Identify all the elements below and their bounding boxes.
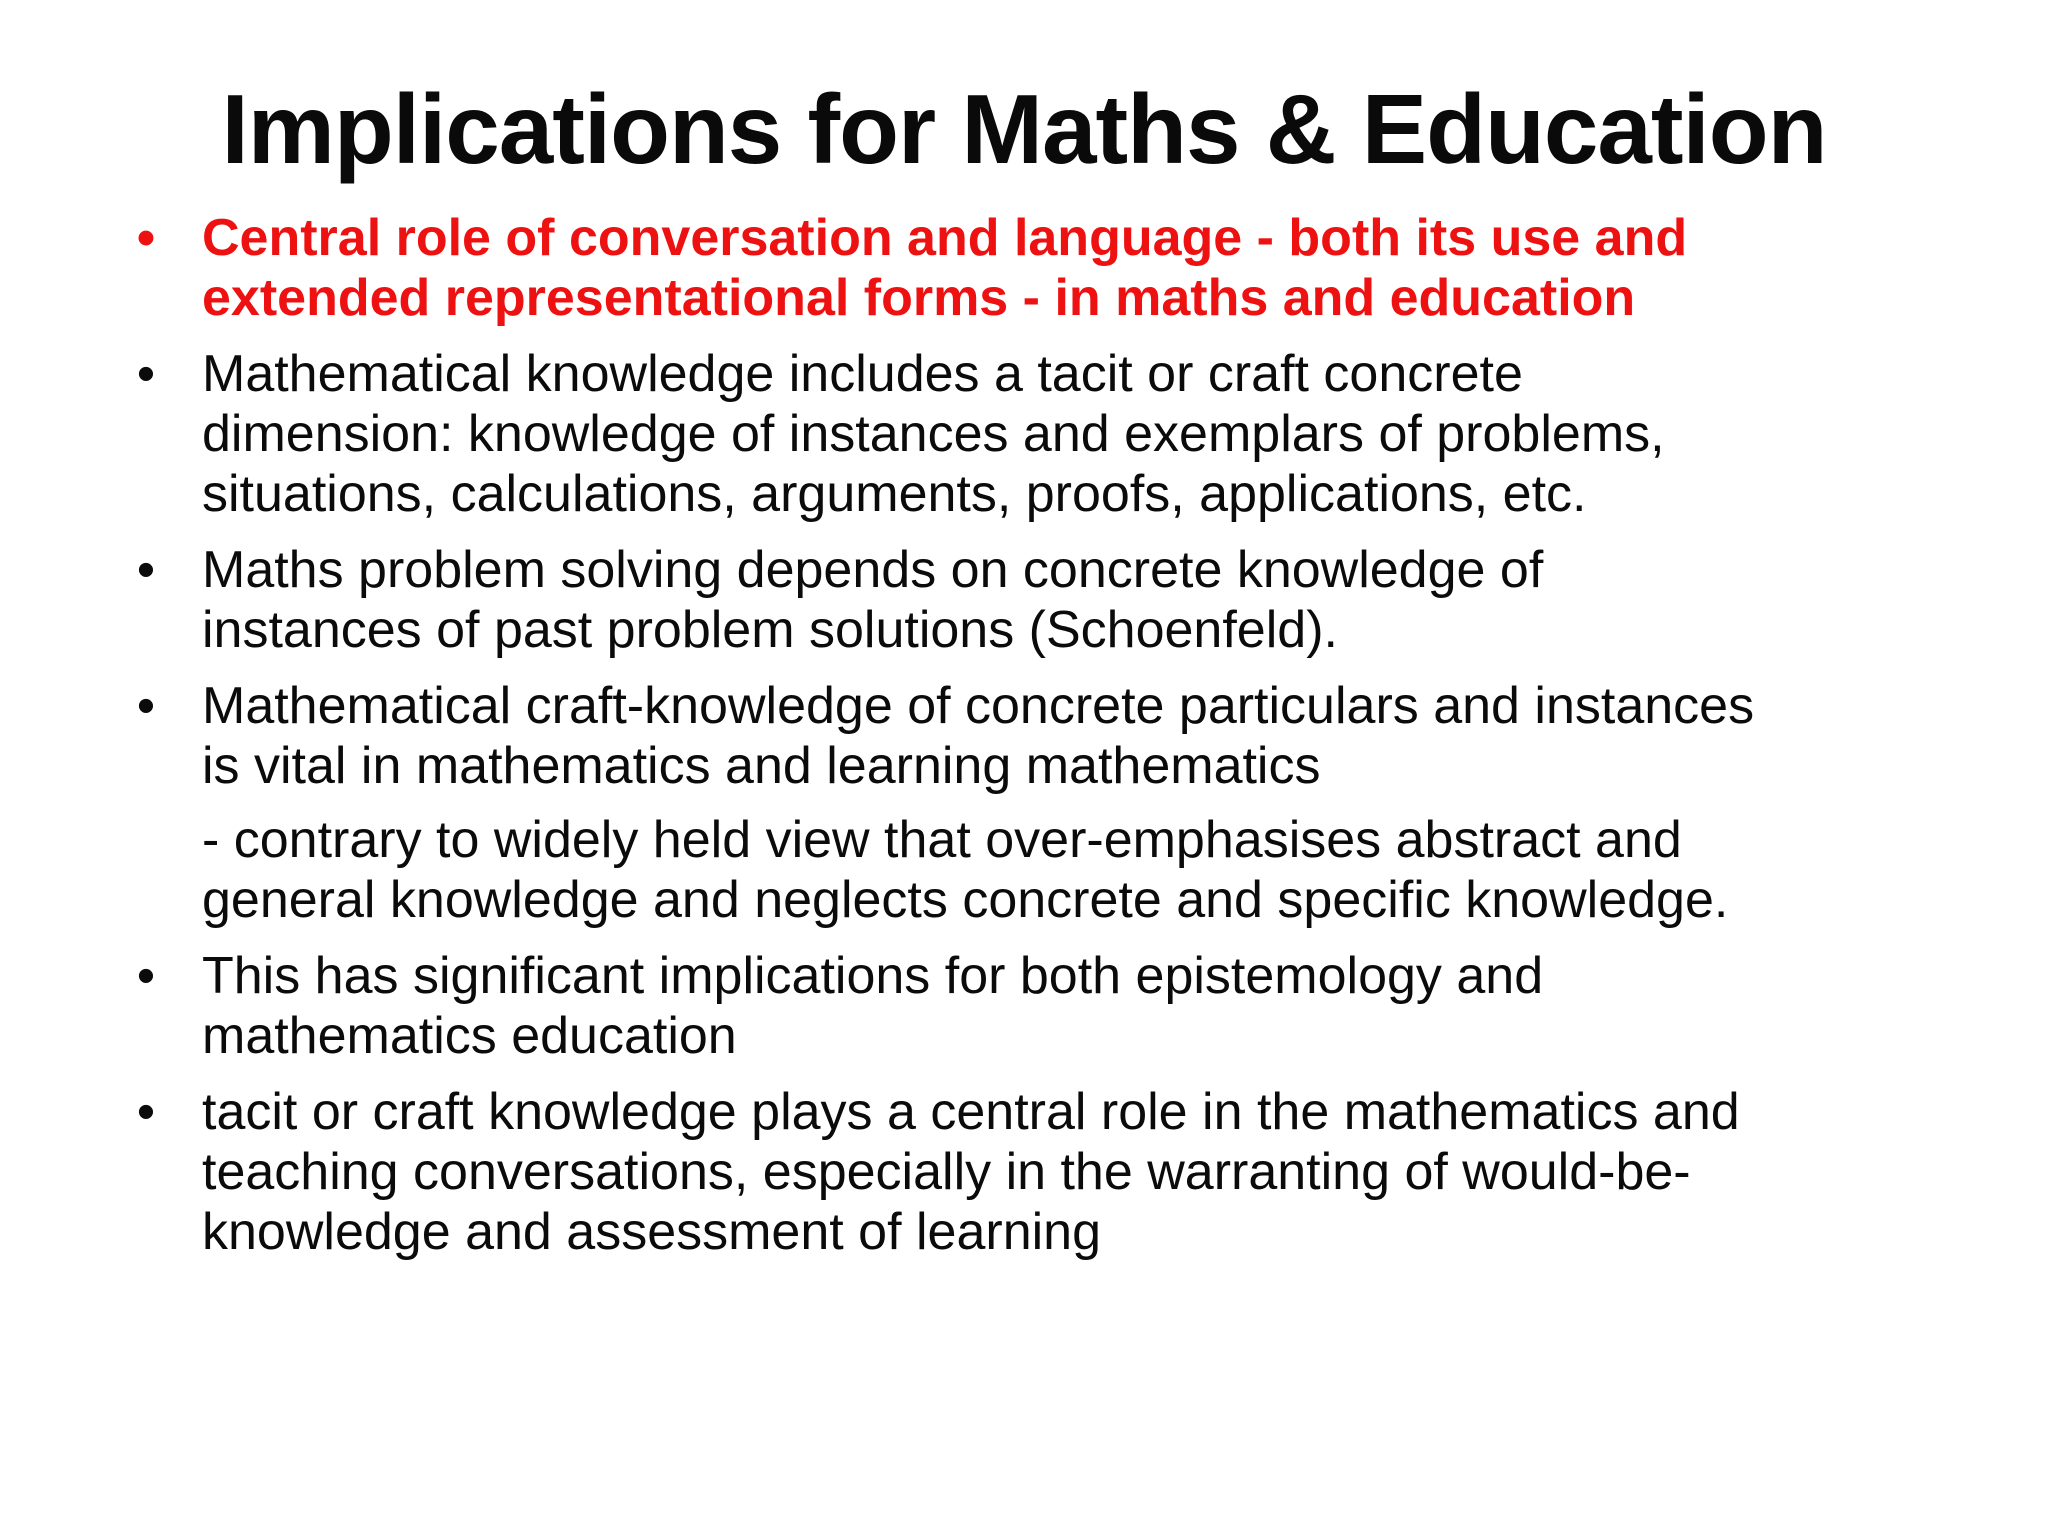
bullet-line: This has significant implications for both epistemology and: [202, 947, 1544, 1005]
bullet-item-problem-solving: [120, 540, 1940, 660]
bullet-line: teaching conversations, especially in the warranting of would-be-: [202, 1143, 1691, 1201]
bullet-dot-icon: •: [136, 947, 156, 1005]
slide-title: Implications for Maths & Education: [221, 74, 1827, 184]
bullet-item-tacit-knowledge: [120, 1082, 1940, 1262]
bullet-dot-icon: •: [136, 677, 156, 735]
bullet-line: - contrary to widely held view that over-emphasises abstract and: [202, 811, 1682, 869]
bullet-line: situations, calculations, arguments, proofs, applications, etc.: [202, 465, 1587, 523]
bullet-line: dimension: knowledge of instances and exemplars of problems,: [202, 405, 1665, 463]
bullet-line: Mathematical knowledge includes a tacit or craft concrete: [202, 345, 1523, 403]
bullet-dot-icon: •: [136, 1083, 156, 1141]
bullet-dot-icon: •: [136, 345, 156, 403]
bullet-line: knowledge and assessment of learning: [202, 1203, 1102, 1261]
bullet-line: general knowledge and neglects concrete and specific knowledge.: [202, 871, 1729, 929]
bullet-dot-icon: •: [136, 541, 156, 599]
bullet-line: Mathematical craft-knowledge of concrete particulars and instances: [202, 677, 1755, 735]
bullet-list: [120, 208, 1940, 1262]
continuation-paragraph: [120, 810, 1940, 930]
bullet-line: Central role of conversation and language - both its use and: [202, 209, 1688, 267]
bullet-item-central-role: [120, 208, 1940, 328]
bullet-line: mathematics education: [202, 1007, 737, 1065]
bullet-item-craft-knowledge: [120, 676, 1940, 796]
bullet-line: is vital in mathematics and learning mathematics: [202, 737, 1321, 795]
bullet-line: extended representational forms - in maths and education: [202, 269, 1636, 327]
bullet-line: Maths problem solving depends on concrete knowledge of: [202, 541, 1544, 599]
bullet-item-mathematical-knowledge: [120, 344, 1940, 524]
bullet-line: tacit or craft knowledge plays a central role in the mathematics and: [202, 1083, 1740, 1141]
bullet-line: instances of past problem solutions (Schoenfeld).: [202, 601, 1338, 659]
bullet-item-implications: [120, 946, 1940, 1066]
bullet-dot-icon: •: [136, 209, 156, 267]
